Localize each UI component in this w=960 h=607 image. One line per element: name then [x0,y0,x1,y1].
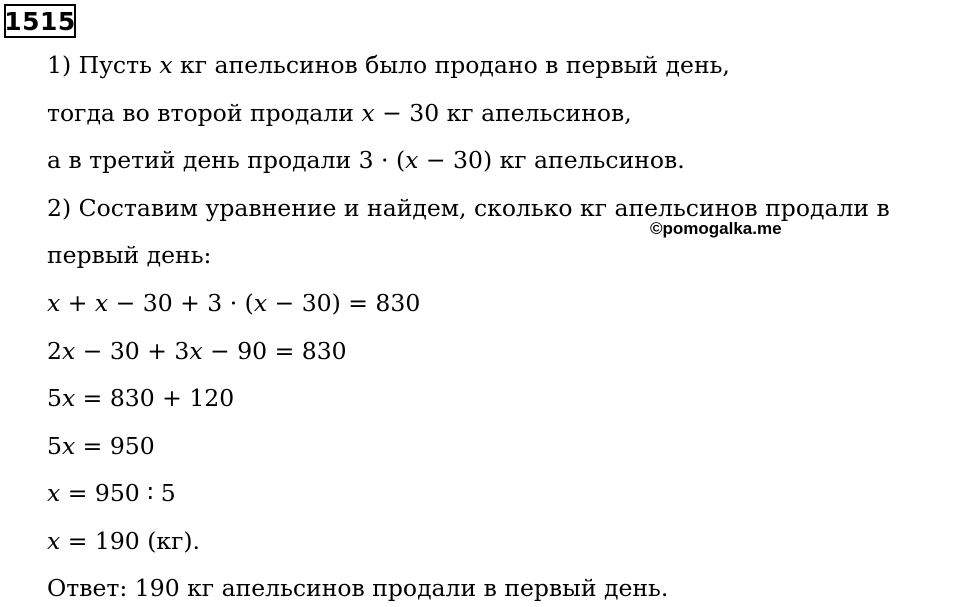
watermark: ©pomogalka.me [650,219,782,238]
solution-line-2: тогда во второй продали 𝑥 − 30 кг апельсинов, [47,99,632,127]
equation-line-6: 𝑥 = 190 (кг). [47,527,201,555]
answer-line: Ответ: 190 кг апельсинов продали в первый день. [47,574,669,602]
solution-line-4: 2) Составим уравнение и найдем, сколько кг апельсинов продали в [47,194,890,222]
solution-line-5: первый день: [47,241,212,269]
equation-line-3: 5𝑥 = 830 + 120 [47,384,235,412]
solution-line-3: а в третий день продали 3 · (𝑥 − 30) кг апельсинов. [47,146,685,174]
equation-line-4: 5𝑥 = 950 [47,432,155,460]
equation-line-2: 2𝑥 − 30 + 3𝑥 − 90 = 830 [47,337,347,365]
equation-line-5: 𝑥 = 950 ∶ 5 [47,479,176,507]
equation-line-1: 𝑥 + 𝑥 − 30 + 3 · (𝑥 − 30) = 830 [47,289,421,317]
solution-line-1: 1) Пусть 𝑥 кг апельсинов было продано в первый день, [47,51,730,79]
problem-number-box: 1515 [4,4,76,38]
